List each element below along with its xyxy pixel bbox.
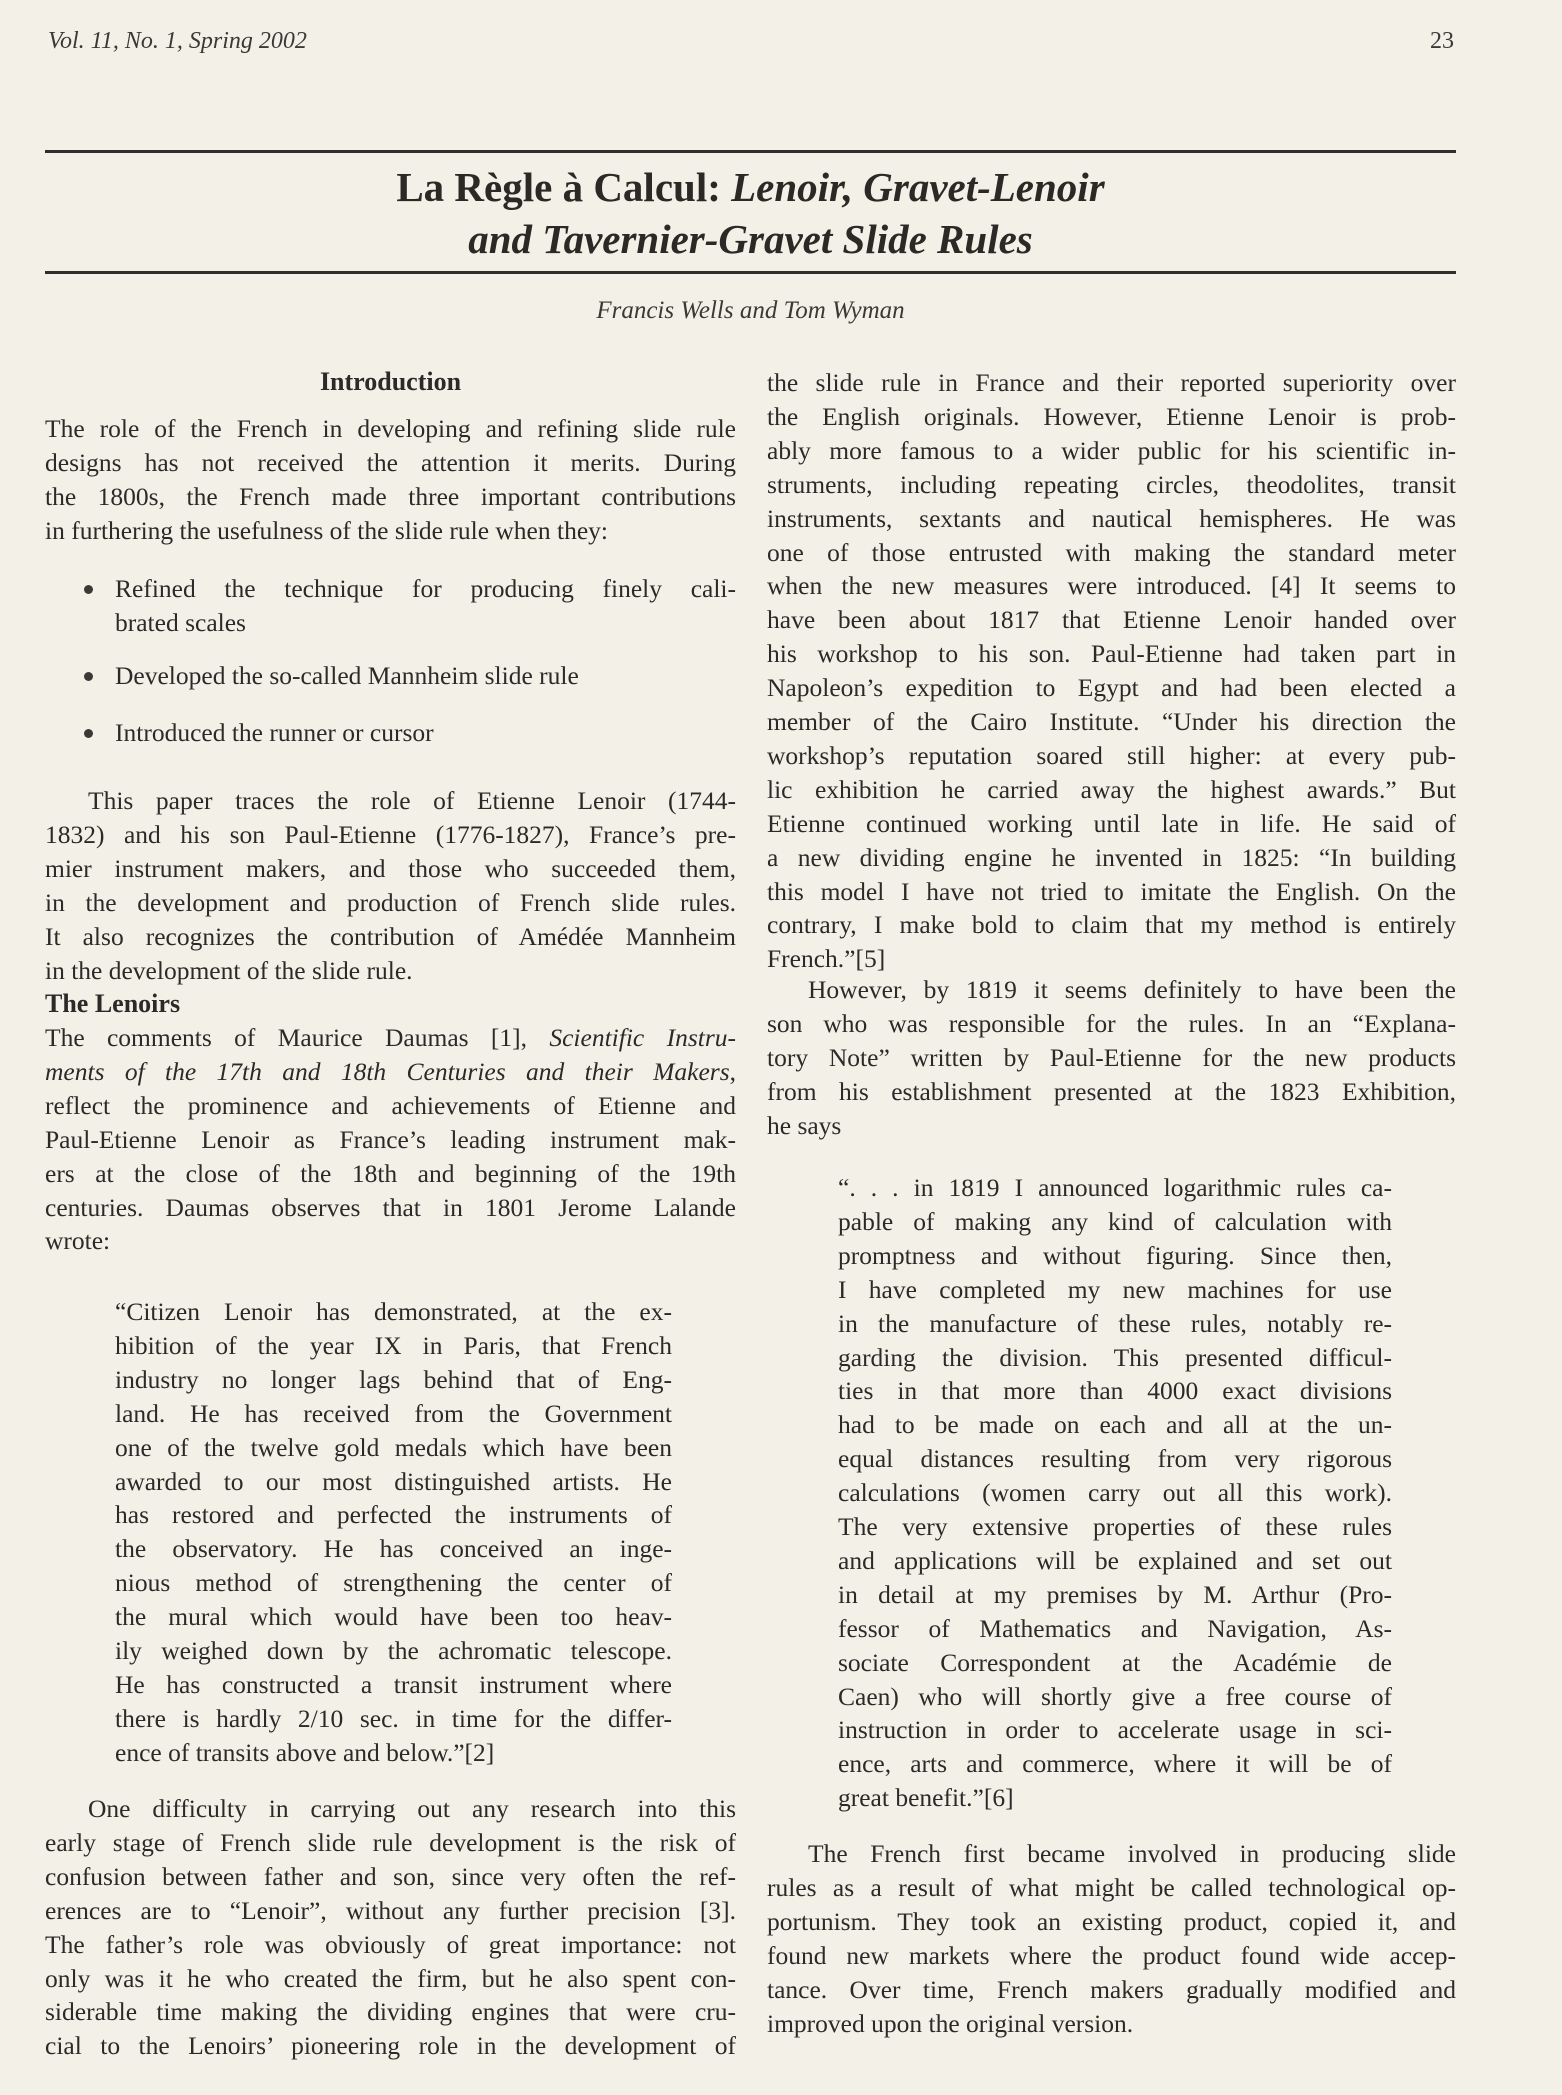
however-paragraph-line: son who was responsible for the rules. In an “Explana- <box>767 1008 1456 1038</box>
lenoirs-paragraph-line <box>45 1226 736 1256</box>
difficulty-paragraph-line: only was it he who created the firm, but he also spent con- <box>45 1963 736 1993</box>
however-paragraph-line: tory Note” written by Paul-Etienne for the new products <box>767 1042 1456 1072</box>
authors: Francis Wells and Tom Wyman <box>596 297 905 324</box>
paper-traces-line: in the development of the slide rule. <box>45 955 413 985</box>
explanatory-note-quote-line: great benefit.”[6] <box>838 1783 1014 1813</box>
book-title-italic: ments of the 17th and 18th Centuries and their Makers <box>45 1056 730 1086</box>
paper-traces-line: It also recognizes the contribution of Amédée Mannheim <box>45 921 736 951</box>
right-paragraph-line: instruments, sextants and nautical hemispheres. He was <box>767 503 1456 533</box>
explanatory-note-quote-line: and applications will be explained and set out <box>838 1545 1392 1575</box>
right-paragraph-line: struments, including repeating circles, theodolites, transit <box>767 469 1456 499</box>
bullet-icon <box>84 729 93 738</box>
explanatory-note-quote-line: pable of making any kind of calculation with <box>838 1206 1392 1236</box>
explanatory-note-quote-line: ence, arts and commerce, where it will be of <box>838 1749 1392 1779</box>
difficulty-paragraph-line: The father’s role was obviously of great importance: not <box>45 1929 736 1959</box>
right-paragraph-line: a new dividing engine he invented in 1825: “In building <box>767 842 1456 872</box>
lalande-quote-line: “Citizen Lenoir has demonstrated, at the ex- <box>115 1297 672 1326</box>
however-paragraph-line: he says <box>767 1110 842 1140</box>
bullet-icon <box>84 585 93 594</box>
right-paragraph-line: when the new measures were introduced. [4] It seems to <box>767 571 1456 601</box>
lenoirs-paragraph-line <box>45 1091 736 1121</box>
title-italic-2: and Tavernier-Gravet Slide Rules <box>468 216 1033 262</box>
right-paragraph-line: French.”[5] <box>767 944 886 974</box>
french-first-paragraph-line: tance. Over time, French makers gradually modified and <box>767 1974 1456 2004</box>
lalande-quote-line: industry no longer lags behind that of Eng- <box>115 1364 672 1394</box>
right-paragraph-line: lic exhibition he carried away the highest awards.” But <box>767 774 1456 804</box>
explanatory-note-quote-line: garding the division. This presented difficul- <box>838 1342 1392 1372</box>
lalande-quote-line: the mural which would have been too heav- <box>115 1602 672 1632</box>
right-paragraph-line: have been about 1817 that Etienne Lenoir handed over <box>767 605 1456 635</box>
article-title-line-1 <box>45 163 1456 211</box>
explanatory-note-quote-line: sociate Correspondent at the Académie de <box>838 1647 1392 1677</box>
title-bottom-rule <box>45 271 1456 274</box>
lenoirs-paragraph-line <box>45 1193 736 1223</box>
intro-paragraph-line: the 1800s, the French made three important contributions <box>45 481 736 511</box>
lenoirs-paragraph-line <box>45 1057 736 1087</box>
bullet-item-line: Refined the technique for producing finely cali- <box>115 574 736 603</box>
explanatory-note-quote-line: fessor of Mathematics and Navigation, As- <box>838 1613 1392 1643</box>
difficulty-paragraph-line: confusion between father and son, since very often the ref- <box>45 1861 736 1891</box>
difficulty-paragraph-line: siderable time making the dividing engines that were cru- <box>45 1997 736 2027</box>
section-heading-the-lenoirs: The Lenoirs <box>45 989 181 1018</box>
lalande-quote-line: the observatory. He has conceived an inge- <box>115 1534 672 1564</box>
paper-traces-line: This paper traces the role of Etienne Lenoir (1744- <box>88 786 736 815</box>
however-paragraph-line: However, by 1819 it seems definitely to have been the <box>808 975 1456 1004</box>
text-run: ers at the close of the 18th and beginning of the 19th <box>45 1158 736 1188</box>
article-title-line-2 <box>45 215 1456 263</box>
explanatory-note-quote-line: instruction in order to accelerate usage in sci- <box>838 1715 1392 1745</box>
french-first-paragraph-line: portunism. They took an existing product, copied it, and <box>767 1906 1456 1936</box>
explanatory-note-quote-line: promptness and without figuring. Since then, <box>838 1240 1392 1270</box>
intro-paragraph-line: designs has not received the attention it merits. During <box>45 447 736 477</box>
explanatory-note-quote-line: in detail at my premises by M. Arthur (Pro- <box>838 1579 1392 1609</box>
book-title-italic: Scientific Instru- <box>549 1023 736 1052</box>
section-heading-introduction: Introduction <box>319 367 462 396</box>
lalande-quote-line: nious method of strengthening the center of <box>115 1568 672 1598</box>
bullet-item-line: brated scales <box>115 608 246 637</box>
explanatory-note-quote-line: equal distances resulting from very rigorous <box>838 1444 1392 1474</box>
right-paragraph-line: Napoleon’s expedition to Egypt and had been elected a <box>767 673 1456 703</box>
running-head: Vol. 11, No. 1, Spring 2002 <box>48 28 307 54</box>
explanatory-note-quote-line: ties in that more than 4000 exact divisions <box>838 1376 1392 1406</box>
right-paragraph-line: his workshop to his son. Paul-Etienne had taken part in <box>767 639 1456 669</box>
title-italic-1: Lenoir, Gravet-Lenoir <box>731 164 1105 210</box>
bullet-item-line: Introduced the runner or cursor <box>115 718 434 747</box>
difficulty-paragraph-line: cial to the Lenoirs’ pioneering role in the development of <box>45 2031 736 2061</box>
paper-traces-line: 1832) and his son Paul-Etienne (1776-1827), France’s pre- <box>45 819 736 849</box>
right-paragraph-line: ably more famous to a wider public for his scientific in- <box>767 435 1456 465</box>
paper-traces-line: mier instrument makers, and those who succeeded them, <box>45 853 736 883</box>
intro-paragraph-line: in furthering the usefulness of the slide rule when they: <box>45 515 608 545</box>
explanatory-note-quote-line: Caen) who will shortly give a free course of <box>838 1681 1392 1711</box>
page-number: 23 <box>1430 28 1454 54</box>
right-paragraph-line: workshop’s reputation soared still higher: at every pub- <box>767 740 1456 770</box>
however-paragraph-line: from his establishment presented at the 1823 Exhibition, <box>767 1076 1456 1106</box>
right-paragraph-line: the English originals. However, Etienne Lenoir is prob- <box>767 401 1456 431</box>
lenoirs-paragraph-line <box>45 1125 736 1155</box>
french-first-paragraph-line: improved upon the original version. <box>767 2008 1134 2038</box>
title-top-rule <box>45 150 1456 153</box>
french-first-paragraph-line: found new markets where the product found wide accep- <box>767 1940 1456 1970</box>
difficulty-paragraph-line: early stage of French slide rule development is the risk of <box>45 1827 736 1857</box>
right-paragraph-line: contrary, I make bold to claim that my method is entirely <box>767 910 1456 940</box>
lalande-quote-line: has restored and perfected the instruments of <box>115 1500 672 1530</box>
explanatory-note-quote-line: in the manufacture of these rules, notably re- <box>838 1308 1392 1338</box>
text-run: reflect the prominence and achievements of Etienne and <box>45 1090 736 1120</box>
explanatory-note-quote-line: “. . . in 1819 I announced logarithmic rules ca- <box>838 1173 1392 1202</box>
right-paragraph-line: this model I have not tried to imitate the English. On the <box>767 876 1456 906</box>
lalande-quote-line: awarded to our most distinguished artists. He <box>115 1466 672 1496</box>
lalande-quote-line: there is hardly 2/10 sec. in time for the differ- <box>115 1703 672 1733</box>
right-paragraph-line: one of those entrusted with making the standard meter <box>767 537 1456 567</box>
french-first-paragraph-line: The French first became involved in producing slide <box>808 1839 1456 1868</box>
text-run: The comments of Maurice Daumas [1], <box>45 1023 550 1052</box>
text-run: centuries. Daumas observes that in 1801 Jerome Lalande <box>45 1192 736 1222</box>
lalande-quote-line: He has constructed a transit instrument where <box>115 1669 672 1699</box>
explanatory-note-quote-line: calculations (women carry out all this work). <box>838 1478 1392 1508</box>
right-paragraph-line: Etienne continued working until late in life. He said of <box>767 808 1456 838</box>
lalande-quote-line: one of the twelve gold medals which have been <box>115 1432 672 1462</box>
intro-paragraph-line: The role of the French in developing and refining slide rule <box>45 414 736 443</box>
lalande-quote-line: hibition of the year IX in Paris, that French <box>115 1330 672 1360</box>
right-paragraph-line: member of the Cairo Institute. “Under his direction the <box>767 707 1456 736</box>
title-roman: La Règle à Calcul: <box>396 164 732 210</box>
explanatory-note-quote-line: The very extensive properties of these rules <box>838 1512 1392 1541</box>
explanatory-note-quote-line: I have completed my new machines for use <box>838 1274 1392 1304</box>
explanatory-note-quote-line: had to be made on each and all at the un- <box>838 1410 1392 1440</box>
text-run: Paul-Etienne Lenoir as France’s leading instrument mak- <box>45 1124 736 1154</box>
text-run: , <box>729 1056 736 1086</box>
paper-traces-line: in the development and production of French slide rules. <box>45 887 736 917</box>
difficulty-paragraph-line: One difficulty in carrying out any research into this <box>88 1794 736 1823</box>
lenoirs-paragraph-line <box>45 1159 736 1189</box>
french-first-paragraph-line: rules as a result of what might be called technological op- <box>767 1872 1456 1902</box>
lenoirs-paragraph-line <box>45 1023 736 1053</box>
bullet-item-line: Developed the so-called Mannheim slide rule <box>115 661 579 690</box>
lalande-quote-line: land. He has received from the Government <box>115 1398 672 1428</box>
right-paragraph-line: the slide rule in France and their reported superiority over <box>767 368 1456 397</box>
lalande-quote-line: ence of transits above and below.”[2] <box>115 1737 495 1767</box>
text-run: wrote: <box>45 1226 111 1256</box>
lalande-quote-line: ily weighed down by the achromatic telescope. <box>115 1636 672 1665</box>
difficulty-paragraph-line: erences are to “Lenoir”, without any further precision [3]. <box>45 1895 736 1925</box>
bullet-icon <box>84 672 93 681</box>
